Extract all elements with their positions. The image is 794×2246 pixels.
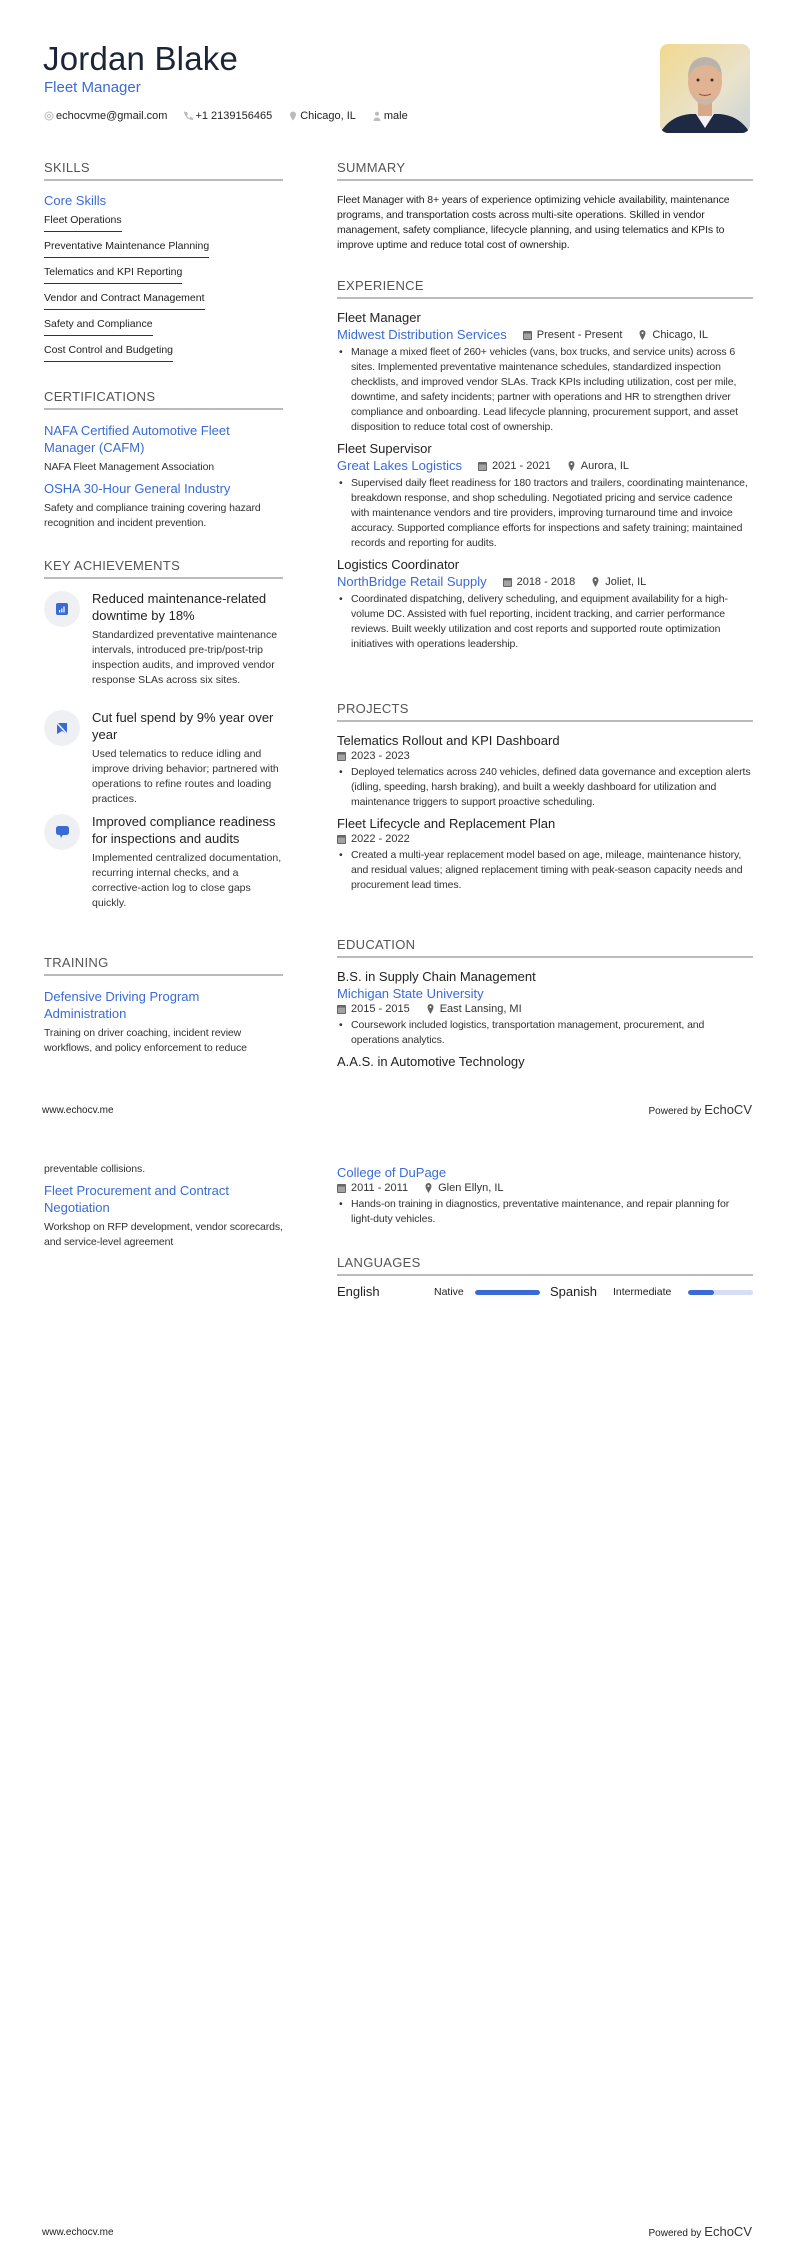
section-heading: SKILLS	[44, 160, 283, 181]
company-name: Midwest Distribution Services	[337, 327, 507, 342]
location: Aurora, IL	[580, 459, 630, 472]
footer-site[interactable]: www.echocv.me	[42, 1105, 114, 1116]
project-item	[337, 815, 753, 893]
project-bullet: • Created a multi-year replacement model based on age, mileage, maintenance history, and residual values; aligned replacement timing with peak-season capacity needs and procurement lead times.	[337, 848, 753, 893]
summary-section	[337, 160, 753, 253]
contact-phone[interactable]: +1 2139156465	[195, 110, 273, 122]
footer-site[interactable]: www.echocv.me	[42, 2227, 114, 2238]
achievement-desc: Implemented centralized documentation, recurring internal checks, and a corrective-action log to close gaps quickly.	[92, 852, 282, 909]
skill-group-title: Core Skills	[44, 193, 107, 208]
proficiency-fill	[475, 1290, 540, 1295]
experience-item	[337, 556, 753, 652]
summary-text: Fleet Manager with 8+ years of experience optimizing vehicle availability, maintenance programs, and transportation costs across multi-site operations. Skilled in vendor management, safety compliance, lifecycle planning, and using telematics and KPIs to improve uptime and reduce total cost of ownership.	[337, 194, 730, 251]
achievement-item	[44, 813, 283, 911]
candidate-name: Jordan Blake	[43, 40, 239, 77]
section-heading: TRAINING	[44, 955, 283, 976]
language-name: English	[337, 1284, 380, 1299]
achievement-title: Cut fuel spend by 9% year over year	[92, 710, 274, 742]
certification-detail: Safety and compliance training covering hazard recognition and incident prevention.	[44, 502, 261, 529]
no-fuel-icon	[56, 722, 68, 735]
training-name: Fleet Procurement and Contract Negotiation	[44, 1183, 229, 1215]
languages-section	[337, 1255, 753, 1315]
location: East Lansing, MI	[439, 1003, 522, 1015]
achievement-title: Reduced maintenance-related downtime by 18%	[92, 591, 267, 623]
achievements-heading-wrap	[44, 558, 283, 579]
proficiency-fill	[688, 1290, 714, 1295]
project-name: Fleet Lifecycle and Replacement Plan	[337, 816, 556, 831]
contact-gender: male	[383, 110, 408, 122]
calendar-icon	[337, 834, 346, 844]
powered-by-label: Powered by	[648, 1106, 702, 1117]
location: Glen Ellyn, IL	[438, 1182, 504, 1194]
achievement-desc: Standardized preventative maintenance intervals, introduced pre-trip/post-trip inspection audits, and improved vendor response SLAs across six sites.	[92, 629, 278, 686]
training-desc: Training on driver coaching, incident review workflows, and policy enforcement to reduce	[44, 1027, 247, 1052]
experience-bullet: • Coordinated dispatching, delivery scheduling, and equipment availability for a high-volume DC. Assisted with fuel reporting, incident tracking, and carrier performance reviews. Built weekly utilization and cost reports and supported route optimization initiatives with operations leadership.	[337, 592, 753, 652]
job-role: Fleet Manager	[337, 310, 421, 325]
training-name: Defensive Driving Program Administration	[44, 989, 200, 1021]
training-section-continued	[44, 1162, 283, 1250]
section-heading: PROJECTS	[337, 701, 753, 722]
achievement-item	[44, 590, 283, 688]
calendar-icon	[337, 1004, 346, 1014]
calendar-icon	[478, 461, 487, 471]
location: Joliet, IL	[605, 575, 647, 588]
certification-name: OSHA 30-Hour General Industry	[44, 481, 231, 496]
section-heading: EDUCATION	[337, 937, 753, 958]
calendar-icon	[523, 330, 532, 340]
skill-item: Cost Control and Budgeting	[44, 344, 173, 362]
degree: A.A.S. in Automotive Technology	[337, 1054, 525, 1069]
achievement-title: Improved compliance readiness for inspections and audits	[92, 814, 276, 846]
location-pin-icon	[638, 330, 647, 340]
email-icon	[44, 111, 54, 121]
job-role: Logistics Coordinator	[337, 557, 460, 572]
language-name: Spanish	[550, 1284, 597, 1299]
degree: B.S. in Supply Chain Management	[337, 969, 536, 984]
language-level: Native	[434, 1286, 464, 1298]
dates: 2011 - 2011	[351, 1182, 409, 1194]
dates: Present - Present	[536, 328, 623, 341]
school: College of DuPage	[337, 1165, 447, 1180]
location-pin-icon	[426, 1004, 435, 1014]
contact-bar	[44, 110, 418, 122]
achievement-desc: Used telematics to reduce idling and improve driving behavior; partnered with operations to refine routes and loading practices.	[92, 748, 279, 805]
project-name: Telematics Rollout and KPI Dashboard	[337, 733, 560, 748]
dates: 2015 - 2015	[351, 1003, 410, 1015]
chat-bubble-icon	[56, 826, 69, 839]
footer-powered	[648, 1102, 752, 1117]
section-heading: EXPERIENCE	[337, 278, 753, 299]
job-role: Fleet Supervisor	[337, 441, 432, 456]
dates: 2018 - 2018	[516, 575, 576, 588]
profile-photo	[660, 44, 750, 133]
brand-logo: EchoCV	[704, 1102, 752, 1117]
bar-chart-icon	[56, 603, 68, 615]
project-bullet: • Deployed telematics across 240 vehicles, defined data governance and exception alerts (idling, speeding, harsh braking), and built a weekly dashboard for utilization and maintenance triggers to support proactive scheduling.	[337, 765, 753, 810]
contact-location: Chicago, IL	[300, 110, 356, 122]
person-icon	[372, 111, 382, 121]
skill-item: Telematics and KPI Reporting	[44, 266, 182, 284]
skills-section	[44, 160, 283, 362]
education-section	[337, 937, 753, 1070]
calendar-icon	[503, 577, 512, 587]
section-heading: KEY ACHIEVEMENTS	[44, 558, 283, 579]
experience-bullet: • Manage a mixed fleet of 260+ vehicles (vans, box trucks, and service units) across 6 sites. Implemented preventative maintenance schedules, standardized inspection checklists, and improved vendor SLAs. Track KPIs including utilization, cost per mile, downtime, and safety incidents; partner with operations and HR to strengthen driver compliance and onboarding. Lead lifecycle planning, procurement support, and asset disposition to reduce total cost of ownership.	[337, 345, 753, 435]
certification-issuer: NAFA Fleet Management Association	[44, 461, 215, 473]
section-heading: SUMMARY	[337, 160, 753, 181]
location-pin-icon	[424, 1183, 433, 1193]
location-pin-icon	[288, 111, 298, 121]
education-section-continued	[337, 1164, 753, 1227]
footer-powered	[648, 2224, 752, 2239]
brand-logo: EchoCV	[704, 2224, 752, 2239]
school: Michigan State University	[337, 986, 484, 1001]
company-name: Great Lakes Logistics	[337, 458, 463, 473]
dates: 2021 - 2021	[492, 459, 551, 472]
location-pin-icon	[591, 577, 600, 587]
calendar-icon	[337, 1183, 346, 1193]
experience-item	[337, 440, 753, 551]
skill-item: Vendor and Contract Management	[44, 292, 205, 310]
dates: 2023 - 2023	[351, 750, 410, 762]
training-section	[44, 955, 283, 1052]
project-item	[337, 732, 753, 810]
projects-section	[337, 701, 753, 893]
experience-bullet: • Supervised daily fleet readiness for 180 tractors and trailers, coordinating maintenance, breakdown response, and shop scheduling. Negotiated pricing and service cadence with maintenance vendors and tire providers, improving turnaround time and invoice accuracy. Supported compliance efforts for inspections and safety training; maintained records and reporting for audits.	[337, 476, 753, 551]
section-heading: LANGUAGES	[337, 1255, 753, 1276]
achievement-item	[44, 709, 283, 807]
dates: 2022 - 2022	[351, 833, 410, 845]
location-pin-icon	[567, 461, 576, 471]
language-proficiency-bar	[475, 1290, 540, 1295]
job-title: Fleet Manager	[44, 79, 141, 96]
training-desc: Workshop on RFP development, vendor scorecards, and service-level agreement	[44, 1221, 283, 1248]
location: Chicago, IL	[652, 328, 709, 341]
powered-by-label: Powered by	[648, 2228, 702, 2239]
education-item	[337, 968, 753, 1048]
language-proficiency-bar	[688, 1290, 753, 1295]
experience-section	[337, 278, 753, 652]
company-name: NorthBridge Retail Supply	[337, 574, 487, 589]
phone-icon	[183, 111, 193, 121]
certification-name: NAFA Certified Automotive Fleet Manager (CAFM)	[44, 423, 230, 455]
contact-email[interactable]: echocvme@gmail.com	[56, 110, 168, 122]
skill-item: Fleet Operations	[44, 214, 122, 232]
education-bullet: • Coursework included logistics, transportation management, procurement, and operations analytics.	[337, 1018, 753, 1048]
language-level: Intermediate	[613, 1286, 672, 1298]
skill-item: Safety and Compliance	[44, 318, 153, 336]
education-bullet: • Hands-on training in diagnostics, preventative maintenance, and repair planning for light-duty vehicles.	[337, 1197, 753, 1227]
calendar-icon	[337, 751, 346, 761]
experience-item	[337, 309, 753, 435]
skill-item: Preventative Maintenance Planning	[44, 240, 209, 258]
training-desc: preventable collisions.	[44, 1163, 146, 1175]
certifications-section	[44, 389, 283, 531]
section-heading: CERTIFICATIONS	[44, 389, 283, 410]
